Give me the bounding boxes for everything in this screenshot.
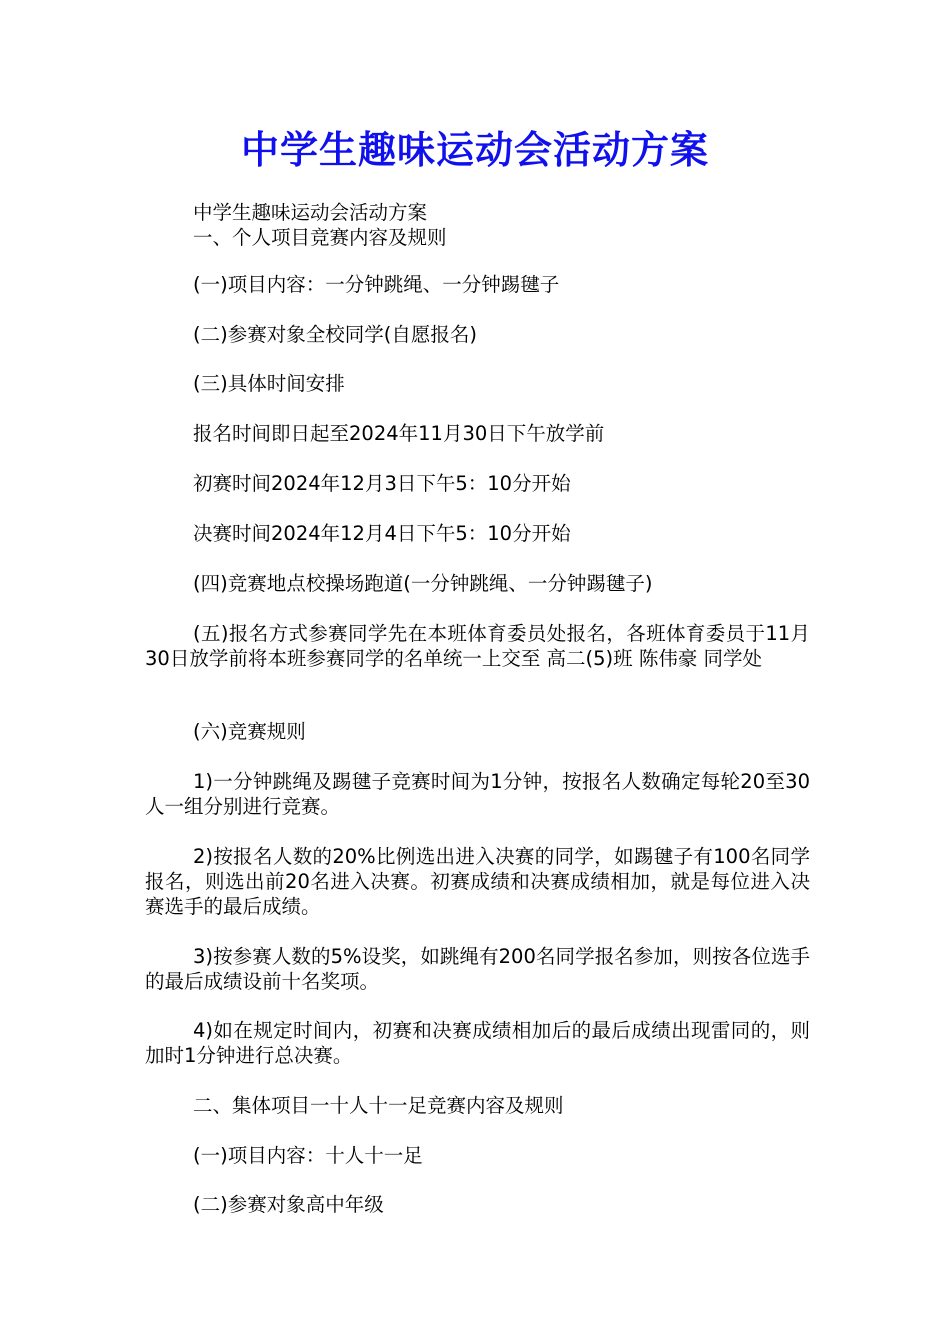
paragraph: (五)报名方式参赛同学先在本班体育委员处报名，各班体育委员于11月30日放学前将本班参赛同学的名单统一上交至 高二(5)班 陈伟豪 同学处 <box>145 622 810 670</box>
paragraph: 3)按参赛人数的5%设奖，如跳绳有200名同学报名参加，则按各位选手的最后成绩设前十名奖项。 <box>145 945 810 993</box>
paragraph: (一)项目内容：十人十一足 <box>193 1144 423 1167</box>
paragraph: 中学生趣味运动会活动方案 <box>193 201 428 224</box>
paragraph: 2)按报名人数的20%比例选出进入决赛的同学，如踢毽子有100名同学报名，则选出前20名进入决赛。初赛成绩和决赛成绩相加，就是每位进入决赛选手的最后成绩。 <box>145 845 810 918</box>
document-title: 中学生趣味运动会活动方案 <box>240 128 709 172</box>
paragraph: 4)如在规定时间内，初赛和决赛成绩相加后的最后成绩出现雷同的，则加时1分钟进行总决赛。 <box>145 1019 810 1067</box>
paragraph: (六)竞赛规则 <box>193 720 306 743</box>
section-heading: 一、个人项目竞赛内容及规则 <box>193 226 447 249</box>
paragraph: (四)竞赛地点校操场跑道(一分钟跳绳、一分钟踢毽子) <box>193 572 653 595</box>
paragraph: 1)一分钟跳绳及踢毽子竞赛时间为1分钟，按报名人数确定每轮20至30人一组分别进行竞赛。 <box>145 770 810 818</box>
paragraph: 初赛时间2024年12月3日下午5：10分开始 <box>193 472 571 495</box>
paragraph: (一)项目内容：一分钟跳绳、一分钟踢毽子 <box>193 273 560 296</box>
paragraph: 报名时间即日起至2024年11月30日下午放学前 <box>193 422 605 445</box>
paragraph: (二)参赛对象全校同学(自愿报名) <box>193 323 477 346</box>
paragraph: (三)具体时间安排 <box>193 372 345 395</box>
section-heading: 二、集体项目一十人十一足竞赛内容及规则 <box>193 1094 564 1117</box>
paragraph: 决赛时间2024年12月4日下午5：10分开始 <box>193 522 571 545</box>
paragraph: (二)参赛对象高中年级 <box>193 1193 384 1216</box>
